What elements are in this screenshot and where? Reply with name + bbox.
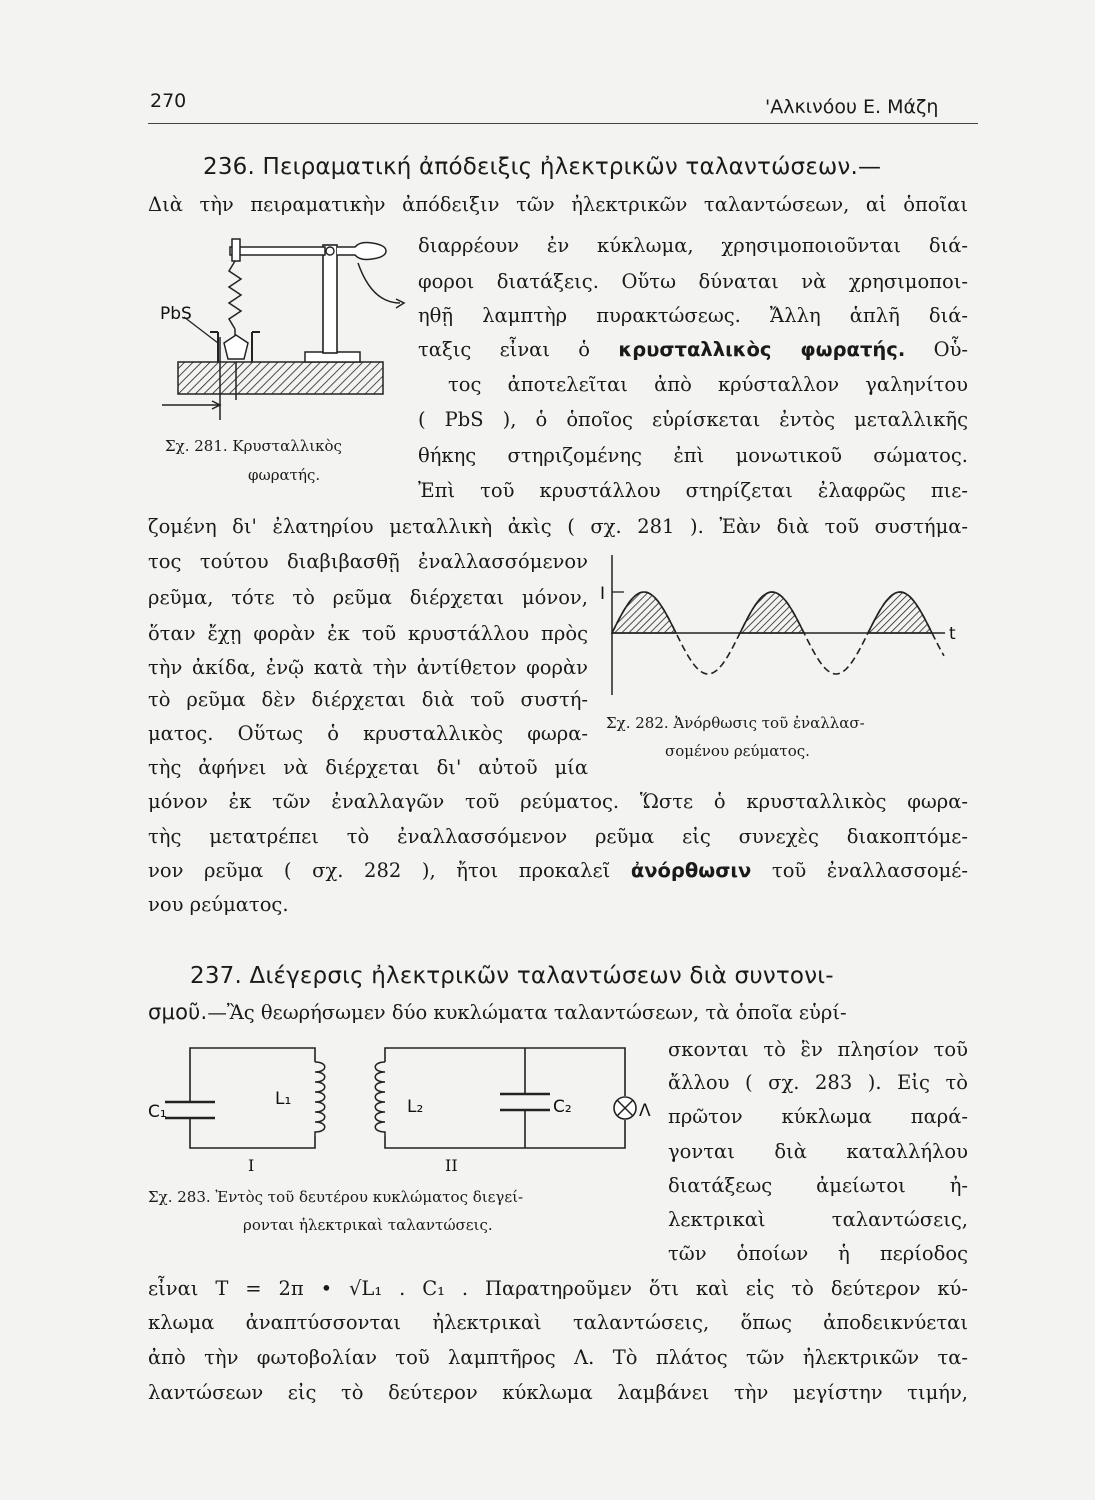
circuit-one-wire-top — [190, 1048, 315, 1102]
label-t: t — [949, 624, 956, 644]
s237-line-10: κλωμα ἀναπτύσσονται ἠλεκτρικαὶ ταλαντώσεις, ὅπως ἀποδεικνύεται — [148, 1311, 968, 1334]
s236-line-1: Διὰ τὴν πειραματικὴν ἀπόδειξιν τῶν ἠλεκτρικῶν ταλαντώσεων, αἱ ὁποῖαι — [148, 193, 968, 216]
s236-line-3: φοροι διατάξεις. Οὕτω δύναται νὰ χρησιμοποι- — [418, 270, 968, 293]
s236-line-13: ὅταν ἔχῃ φορὰν ἐκ τοῦ κρυστάλλου πρὸς — [148, 622, 588, 645]
figure-282-rectification — [600, 555, 970, 715]
half-wave-1 — [612, 592, 676, 633]
fig283-caption-2: ρονται ἠλεκτρικαὶ ταλαντώσεις. — [243, 1216, 493, 1234]
s237-line-5: γονται διὰ καταλλήλου — [668, 1140, 968, 1163]
s236-line-5a: ταξις εἶναι ὁ — [418, 338, 591, 361]
pivot-icon — [326, 247, 334, 255]
pbs-crystal — [224, 335, 248, 359]
coil-l2-icon — [375, 1062, 385, 1136]
horizontal-arm — [230, 247, 325, 255]
page-number: 270 — [150, 90, 187, 112]
circuit-one-wire-bottom — [190, 1118, 315, 1148]
s237-line-11: ἀπὸ τὴν φωτοβολίαν τοῦ λαμπτῆρος Λ. Τὸ πλάτος τῶν ἠλεκτρικῶν τα- — [148, 1346, 968, 1369]
label-i: I — [600, 584, 606, 604]
pointer-arrow — [358, 263, 400, 303]
section-237-title-cont: σμοῦ. — [148, 1000, 208, 1024]
s237-line-1-wrap — [148, 1002, 847, 1023]
arm-clamp — [232, 239, 240, 261]
label-lamp: Λ — [639, 1101, 651, 1121]
s236-line-20c: τοῦ ἐναλλασσομέ- — [771, 859, 968, 882]
coil-l1-icon — [315, 1062, 325, 1136]
label-c2: C₂ — [553, 1097, 572, 1117]
label-l1: L₁ — [275, 1089, 292, 1109]
s236-line-15: τὸ ρεῦμα δὲν διέρχεται διὰ τοῦ συστή- — [148, 688, 588, 711]
half-wave-3 — [868, 592, 932, 633]
fig282-caption-1: Σχ. 282. Ἀνόρθωσις τοῦ ἐναλλασ- — [606, 714, 865, 732]
s237-line-6: διατάξεως ἀμείωτοι ἠ- — [668, 1174, 968, 1197]
term-rectification: ἀνόρθωσιν — [630, 859, 752, 882]
label-pbs: PbS — [160, 304, 192, 324]
term-crystal-detector: κρυσταλλικὸς φωρατής. — [618, 338, 906, 361]
fig281-caption-1: Σχ. 281. Κρυσταλλικὸς — [165, 437, 342, 455]
s236-line-18: μόνον ἐκ τῶν ἐναλλαγῶν τοῦ ρεύματος. Ὥστε ὁ κρυσταλλικὸς φωρα- — [148, 790, 968, 813]
s236-line-5 — [418, 340, 968, 360]
s236-line-7: ( PbS ), ὁ ὁποῖος εὑρίσκεται ἐντὸς μεταλλικῆς — [418, 408, 968, 431]
circuit-two-wire-bottom — [385, 1120, 625, 1148]
insulating-base — [178, 362, 383, 394]
handle-knob — [337, 243, 386, 260]
fig281-caption-2: φωρατής. — [248, 466, 321, 484]
s236-line-20 — [148, 861, 968, 881]
s236-line-12: ρεῦμα, τότε τὸ ρεῦμα διέρχεται μόνον, — [148, 586, 588, 609]
s236-line-5c: Οὗ- — [933, 338, 969, 361]
s237-line-4: πρῶτον κύκλωμα παρά- — [668, 1105, 968, 1128]
circuit-two — [375, 1048, 651, 1175]
stand-post — [323, 245, 337, 353]
label-l2: L₂ — [407, 1097, 424, 1117]
s236-line-17: τὴς ἀφήνει νὰ διέρχεται δι' αὐτοῦ μία — [148, 756, 588, 779]
s236-line-11: τος τούτου διαβιβασθῇ ἐναλλασσόμενον — [148, 550, 588, 573]
s236-line-16: ματος. Οὕτως ὁ κρυσταλλικὸς φωρα- — [148, 722, 588, 745]
spring-icon — [229, 261, 241, 329]
section-236-title: 236. Πειραματική ἀπόδειξις ἠλεκτρικῶν ταλαντώσεων.— — [203, 154, 882, 180]
s237-line-9: εἶναι T = 2π • √L₁ . C₁ . Παρατηροῦμεν ὅτι καὶ εἰς τὸ δεύτερον κύ- — [148, 1277, 968, 1300]
s237-line-1: —Ἂς θεωρήσωμεν δύο κυκλώματα ταλαντώσεων, τὰ ὁποῖα εὑρί- — [207, 1001, 847, 1024]
figure-281-crystal-detector — [160, 225, 420, 435]
section-237-title: 237. Διέγερσις ἠλεκτρικῶν ταλαντώσεων διὰ συντονι- — [190, 963, 834, 989]
s237-line-7: λεκτρικαὶ ταλαντώσεις, — [668, 1208, 968, 1231]
running-title: 'Αλκινόου Ε. Μάζη — [765, 96, 939, 118]
s237-line-8: τῶν ὁποίων ἡ περίοδος — [668, 1242, 968, 1265]
circuit-one — [148, 1048, 325, 1175]
s236-line-6: τος ἀποτελεῖται ἀπὸ κρύσταλλον γαληνίτου — [448, 373, 968, 396]
s236-line-21: νου ρεύματος. — [148, 893, 289, 916]
label-c1: C₁ — [148, 1102, 167, 1122]
circuit-two-wire-top — [385, 1048, 625, 1096]
half-wave-2 — [740, 592, 804, 633]
s236-line-14: τὴν ἀκίδα, ἐνῷ κατὰ τὴν ἀντίθετον φορὰν — [148, 656, 588, 679]
header-rule — [148, 123, 978, 124]
rectified-half-waves — [612, 592, 932, 633]
s236-line-9: Ἐπὶ τοῦ κρυστάλλου στηρίζεται ἐλαφρῶς πιε- — [418, 479, 968, 502]
fig283-caption-1: Σχ. 283. Ἐντὸς τοῦ δευτέρου κυκλώματος διεγεί- — [148, 1188, 524, 1206]
s236-line-20a: νον ρεῦμα ( σχ. 282 ), ἤτοι προκαλεῖ — [148, 859, 611, 882]
label-circuit-ii: II — [445, 1156, 458, 1175]
s237-line-2: σκονται τὸ ἓν πλησίον τοῦ — [668, 1038, 968, 1061]
s236-line-4: ηθῇ λαμπτὴρ πυρακτώσεως. Ἄλλη ἁπλῆ διά- — [418, 304, 968, 327]
s236-line-8: θήκης στηριζομένης ἐπὶ μονωτικοῦ σώματος. — [418, 444, 968, 467]
s237-line-12: λαντώσεων εἰς τὸ δεύτερον κύκλωμα λαμβάνει τὴν μεγίστην τιμήν, — [148, 1381, 968, 1404]
fig282-caption-2: σομένου ρεύματος. — [665, 742, 810, 760]
s237-line-3: ἄλλου ( σχ. 283 ). Εἰς τὸ — [668, 1071, 968, 1094]
label-circuit-i: I — [248, 1156, 255, 1175]
s236-line-10: ζομένη δι' ἐλατηρίου μεταλλικὴ ἀκὶς ( σχ. 281 ). Ἐὰν διὰ τοῦ συστήμα- — [148, 515, 968, 538]
s236-line-2: διαρρέουν ἐν κύκλωμα, χρησιμοποιοῦνται διά- — [418, 234, 968, 257]
figure-283-coupled-circuits — [145, 1040, 665, 1180]
s236-line-19: τὴς μετατρέπει τὸ ἐναλλασσόμενον ρεῦμα εἰς συνεχὲς διακοπτόμε- — [148, 825, 968, 848]
